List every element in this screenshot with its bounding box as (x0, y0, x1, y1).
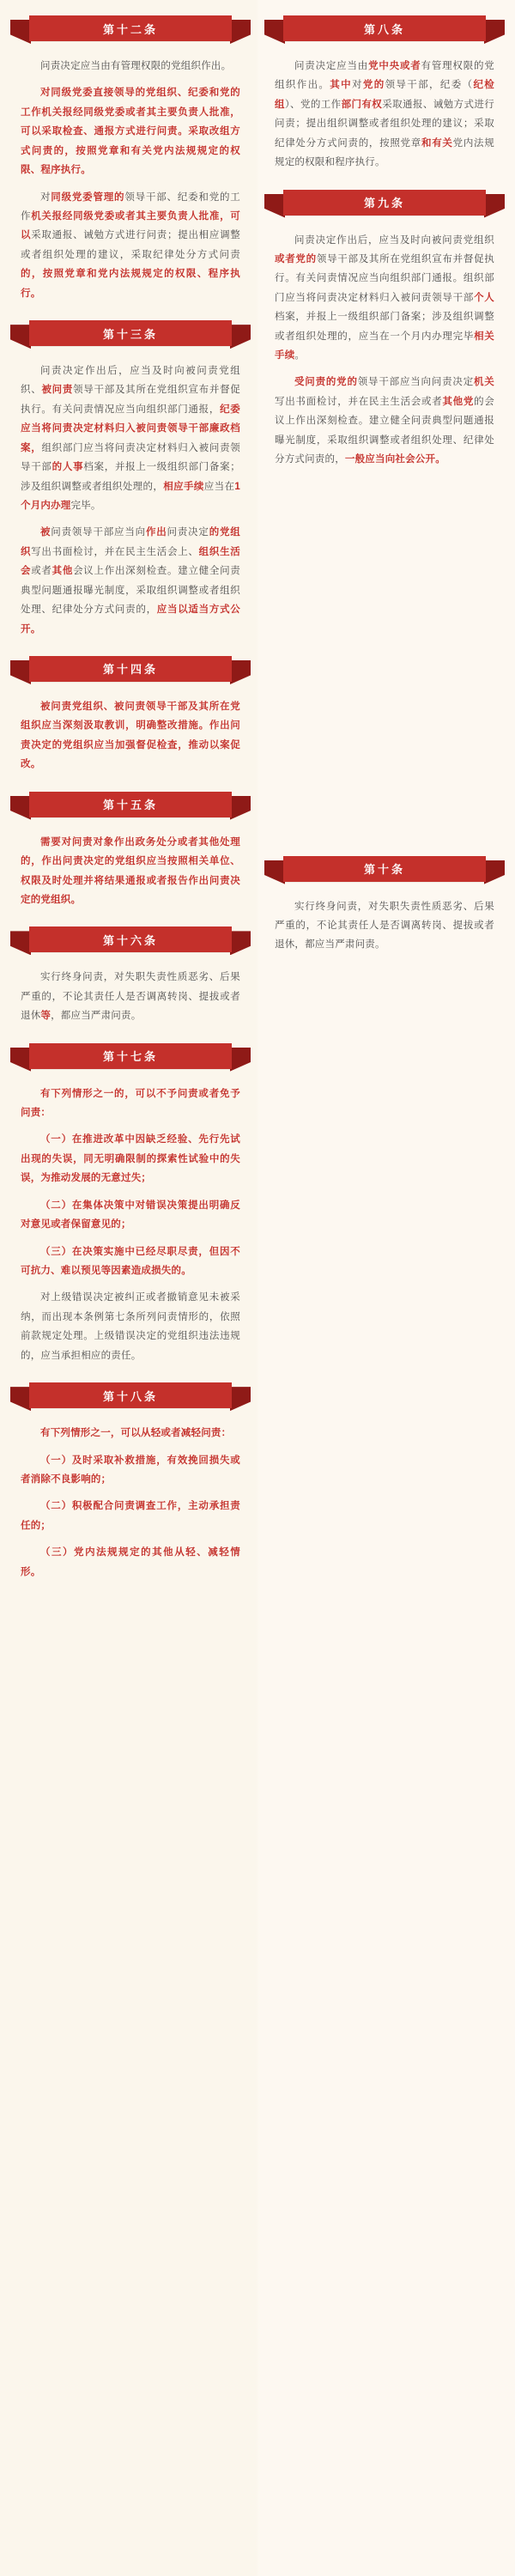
gap-before-article-ten (263, 483, 506, 853)
body-text: 领导干部、纪委和党的工作 (21, 191, 240, 222)
ribbon-tail-right-icon (484, 20, 505, 44)
ribbon-tail-right-icon (230, 796, 251, 820)
emphasized-text: 需要对问责对象作出政务处分或者其他处理的，作出问责决定的党组织应当按照相关单位、权限及时处理并将结果通报或者报告作出问责决定的党组织。 (21, 836, 240, 905)
body-text: 对 (40, 191, 52, 203)
emphasized-text: 相应手续 (163, 481, 204, 492)
article-section (9, 12, 252, 303)
section-heading-banner (9, 653, 252, 697)
emphasized-text: 的，按照党章和党内法规规定的权限、程序执行。 (21, 269, 240, 299)
emphasized-text: 其中 (330, 80, 352, 91)
emphasized-text: （三）党内法规规定的其他从轻、减轻情形。 (21, 1547, 240, 1577)
emphasized-text: 机关报经同级党委或者其主要负责人批准，可以 (21, 210, 240, 241)
body-text: 写出书面检讨，并在民主生活会上、 (31, 546, 199, 557)
emphasized-text: 被问责 (41, 385, 74, 396)
article-section (263, 853, 506, 955)
emphasized-text: 部门有权 (341, 99, 383, 110)
emphasized-text: 其他 (52, 566, 74, 577)
emphasized-text: 应当以适当方式公开。 (21, 605, 240, 635)
ribbon-tail-right-icon (484, 194, 505, 218)
body-text: 领导干部应当向问责决定 (357, 377, 474, 388)
body-text: 采取通报、诫勉方式进行问责；提出组织调整或者组织处理的建议；采取纪律处分方式问责的，按照党章 (275, 99, 494, 149)
article-section (9, 923, 252, 1025)
section-heading-banner (9, 12, 252, 57)
body-text: 档案，并报上一级组织部门备案；涉及组织调整或者组织处理的， (21, 462, 241, 492)
body-text: 应当在 (203, 481, 235, 492)
right-column (263, 12, 506, 969)
body-text: 党内法规规定的权限和程序执行。 (275, 137, 494, 168)
emphasized-text: 被问责党组织、被问责领导干部及其所在党组织应当深刻汲取教训，明确整改措施。作出问责决定的党组织应当加强督促检查，推动以案促改。 (21, 701, 240, 770)
body-text: 会议上作出深刻检查。建立健全问责典型问题通报曝光制度，采取组织调整或者组织处理、纪律处分方式问责的， (21, 566, 241, 616)
paragraph (9, 1242, 252, 1281)
paragraph (9, 83, 252, 179)
section-heading-label: 第十二条 (29, 15, 232, 41)
section-heading-banner (9, 1040, 252, 1084)
emphasized-text: 的党组织 (21, 527, 240, 557)
section-heading-label: 第十条 (283, 856, 486, 882)
paragraph (9, 1451, 252, 1490)
ribbon-tail-right-icon (230, 931, 251, 955)
body-text: 领导干部及其所在党组织宣布并督促执行。有关问责情况应当向组织部门通报， (21, 385, 241, 415)
article-section (9, 653, 252, 775)
ribbon-tail-right-icon (230, 1387, 251, 1411)
body-text: ，都应当严肃问责。 (51, 1011, 142, 1022)
paragraph (9, 1288, 252, 1365)
paragraph (9, 361, 252, 515)
two-column-layout (9, 12, 506, 1595)
ribbon-tail-left-icon (10, 325, 31, 349)
ribbon-tail-left-icon (10, 931, 31, 955)
article-section (9, 788, 252, 910)
body-text: 完毕。 (70, 501, 101, 512)
article-section (9, 1379, 252, 1582)
paragraph (263, 231, 506, 366)
section-heading-banner (9, 923, 252, 968)
body-text: 写出书面检讨，并在民主生活会或者 (275, 396, 443, 407)
paragraph (9, 57, 252, 76)
paragraph (263, 57, 506, 173)
emphasized-text: 有下列情形之一的，可以不予问责或者免予问责： (21, 1088, 240, 1119)
section-heading-label: 第十六条 (29, 927, 232, 952)
emphasized-text: 党的 (362, 80, 385, 91)
paragraph (9, 1130, 252, 1188)
body-text: 组织部门应当将问责决定材料归入被问责领导干部 (21, 442, 240, 473)
emphasized-text: 纪检组 (275, 80, 494, 110)
body-text: 采取通报、诫勉方式进行问责；提出相应调整或者组织处理的建议，采取纪律处分方式问责 (21, 230, 240, 260)
section-heading-banner (263, 853, 506, 897)
emphasized-text: 被 (40, 527, 52, 538)
emphasized-text: 个人 (474, 292, 494, 303)
paragraph (9, 188, 252, 304)
emphasized-text: 相关手续 (275, 331, 494, 361)
body-text: ）、党的工作 (284, 99, 342, 110)
paragraph (9, 1196, 252, 1235)
body-text: 档案，并报上一级组织部门备案；涉及组织调整或者组织处理的，应当在一个月内办理完毕 (275, 312, 494, 342)
ribbon-tail-left-icon (264, 860, 285, 884)
emphasized-text: （一）及时采取补救措施，有效挽回损失或者消除不良影响的； (21, 1455, 240, 1485)
body-text: 对 (352, 80, 363, 91)
body-text: 实行终身问责，对失职失责性质恶劣、后果严重的，不论其责任人是否调离转岗、提拔或者退休 (21, 972, 240, 1022)
article-section (263, 12, 506, 173)
body-text: 。 (294, 350, 306, 361)
emphasized-text: 纪委应当将问责决定材料归入被问责领导干部廉政档案， (21, 404, 240, 453)
ribbon-tail-right-icon (230, 1048, 251, 1072)
section-heading-label: 第十三条 (29, 320, 232, 346)
body-text: 领导干部，纪委（ (385, 80, 474, 91)
emphasized-text: 党中央或者 (368, 61, 421, 71)
emphasized-text: 1个月内办理 (21, 481, 240, 512)
paragraph (9, 1543, 252, 1582)
ribbon-tail-left-icon (264, 20, 285, 44)
paragraph (9, 523, 252, 639)
paragraph (9, 1084, 252, 1123)
paragraph (9, 1497, 252, 1535)
body-text: 对上级错误决定被纠正或者撤销意见未被采纳，而出现本条例第七条所列问责情形的，依照前款规定处理。上级错误决定的党组织违法违规的，应当承担相应的责任。 (21, 1292, 240, 1361)
paragraph (263, 373, 506, 469)
ribbon-tail-right-icon (484, 860, 505, 884)
emphasized-text: 组织生活会 (21, 546, 240, 577)
body-text: 领导干部及其所在党组织宣布并督促执行。有关问责情况应当向组织部门通报。组织部门应当将问责决定材料归入被问责领导干部 (275, 253, 494, 303)
section-heading-banner (9, 317, 252, 361)
body-text: 的会议上作出深刻检查。建立健全问责典型问题通报曝光制度，采取组织调整或者组织处理、纪律处分方式问责的， (275, 396, 495, 465)
body-text: 有管理权限的党组织作出。 (275, 61, 494, 91)
emphasized-text: 对同级党委直接领导的党组织、纪委和党的工作机关报经同级党委或者其主要负责人批准，可以采取检查、通报方式进行问责。采取改组方式问责的，按照党章和有关党内法规规定的权限、程序执行。 (21, 88, 240, 176)
ribbon-tail-right-icon (230, 325, 251, 349)
emphasized-text: 一般应当向社会公开。 (344, 454, 445, 465)
body-text: 问责决定作出后，应当及时向被问责党组织 (294, 234, 494, 246)
body-text: 问责决定应当由有管理权限的党组织作出。 (40, 61, 232, 71)
ribbon-tail-left-icon (10, 20, 31, 44)
emphasized-text: 或者党的 (275, 253, 317, 264)
section-heading-banner (263, 186, 506, 231)
emphasized-text: 作出 (145, 527, 167, 538)
body-text: 实行终身问责，对失职失责性质恶劣、后果严重的，不论其责任人是否调离转岗、提拔或者退休，都应当严肃问责。 (275, 901, 494, 951)
body-text: 或者 (31, 566, 52, 577)
section-heading-label: 第八条 (283, 15, 486, 41)
emphasized-text: 受问责的党的 (294, 377, 358, 388)
emphasized-text: （一）在推进改革中因缺乏经验、先行先试出现的失误，同无明确限制的探索性试验中的失误，为推动发展的无意过失； (21, 1134, 240, 1184)
ribbon-tail-right-icon (230, 20, 251, 44)
emphasized-text: （二）在集体决策中对错误决策提出明确反对意见或者保留意见的； (21, 1200, 240, 1230)
ribbon-tail-left-icon (10, 796, 31, 820)
paragraph (9, 697, 252, 775)
emphasized-text: 机关 (474, 377, 494, 388)
emphasized-text: 和有关 (421, 137, 453, 149)
emphasized-text: 其他党 (442, 396, 475, 407)
ribbon-tail-left-icon (10, 1048, 31, 1072)
body-text: 问责决定作出后，应当及时向被问责党组织、 (21, 366, 240, 396)
ribbon-tail-right-icon (230, 660, 251, 684)
body-text: 问责领导干部应当向 (51, 527, 146, 538)
body-text: 问责决定应当由 (294, 61, 369, 71)
emphasized-text: 有下列情形之一，可以从轻或者减轻问责： (40, 1428, 232, 1439)
emphasized-text: （二）积极配合问责调查工作，主动承担责任的； (21, 1501, 240, 1531)
section-heading-label: 第十八条 (29, 1382, 232, 1408)
left-column (9, 12, 252, 1595)
section-heading-label: 第十七条 (29, 1043, 232, 1069)
paragraph (9, 1424, 252, 1443)
section-heading-banner (9, 788, 252, 833)
article-section (263, 186, 506, 470)
emphasized-text: 的人事 (52, 462, 84, 473)
paragraph (263, 897, 506, 955)
section-heading-banner (263, 12, 506, 57)
section-heading-label: 第十四条 (29, 656, 232, 682)
section-heading-banner (9, 1379, 252, 1424)
emphasized-text: 同级党委管理的 (51, 191, 125, 203)
section-heading-label: 第九条 (283, 190, 486, 216)
article-section (9, 1040, 252, 1365)
article-section (9, 317, 252, 639)
paragraph (9, 833, 252, 910)
emphasized-text: （三）在决策实施中已经尽职尽责，但因不可抗力、难以预见等因素造成损失的。 (21, 1246, 240, 1276)
ribbon-tail-left-icon (10, 660, 31, 684)
emphasized-text: 等 (40, 1011, 52, 1022)
body-text: 问责决定 (167, 527, 209, 538)
paragraph (9, 968, 252, 1025)
ribbon-tail-left-icon (264, 194, 285, 218)
section-heading-label: 第十五条 (29, 792, 232, 817)
ribbon-tail-left-icon (10, 1387, 31, 1411)
